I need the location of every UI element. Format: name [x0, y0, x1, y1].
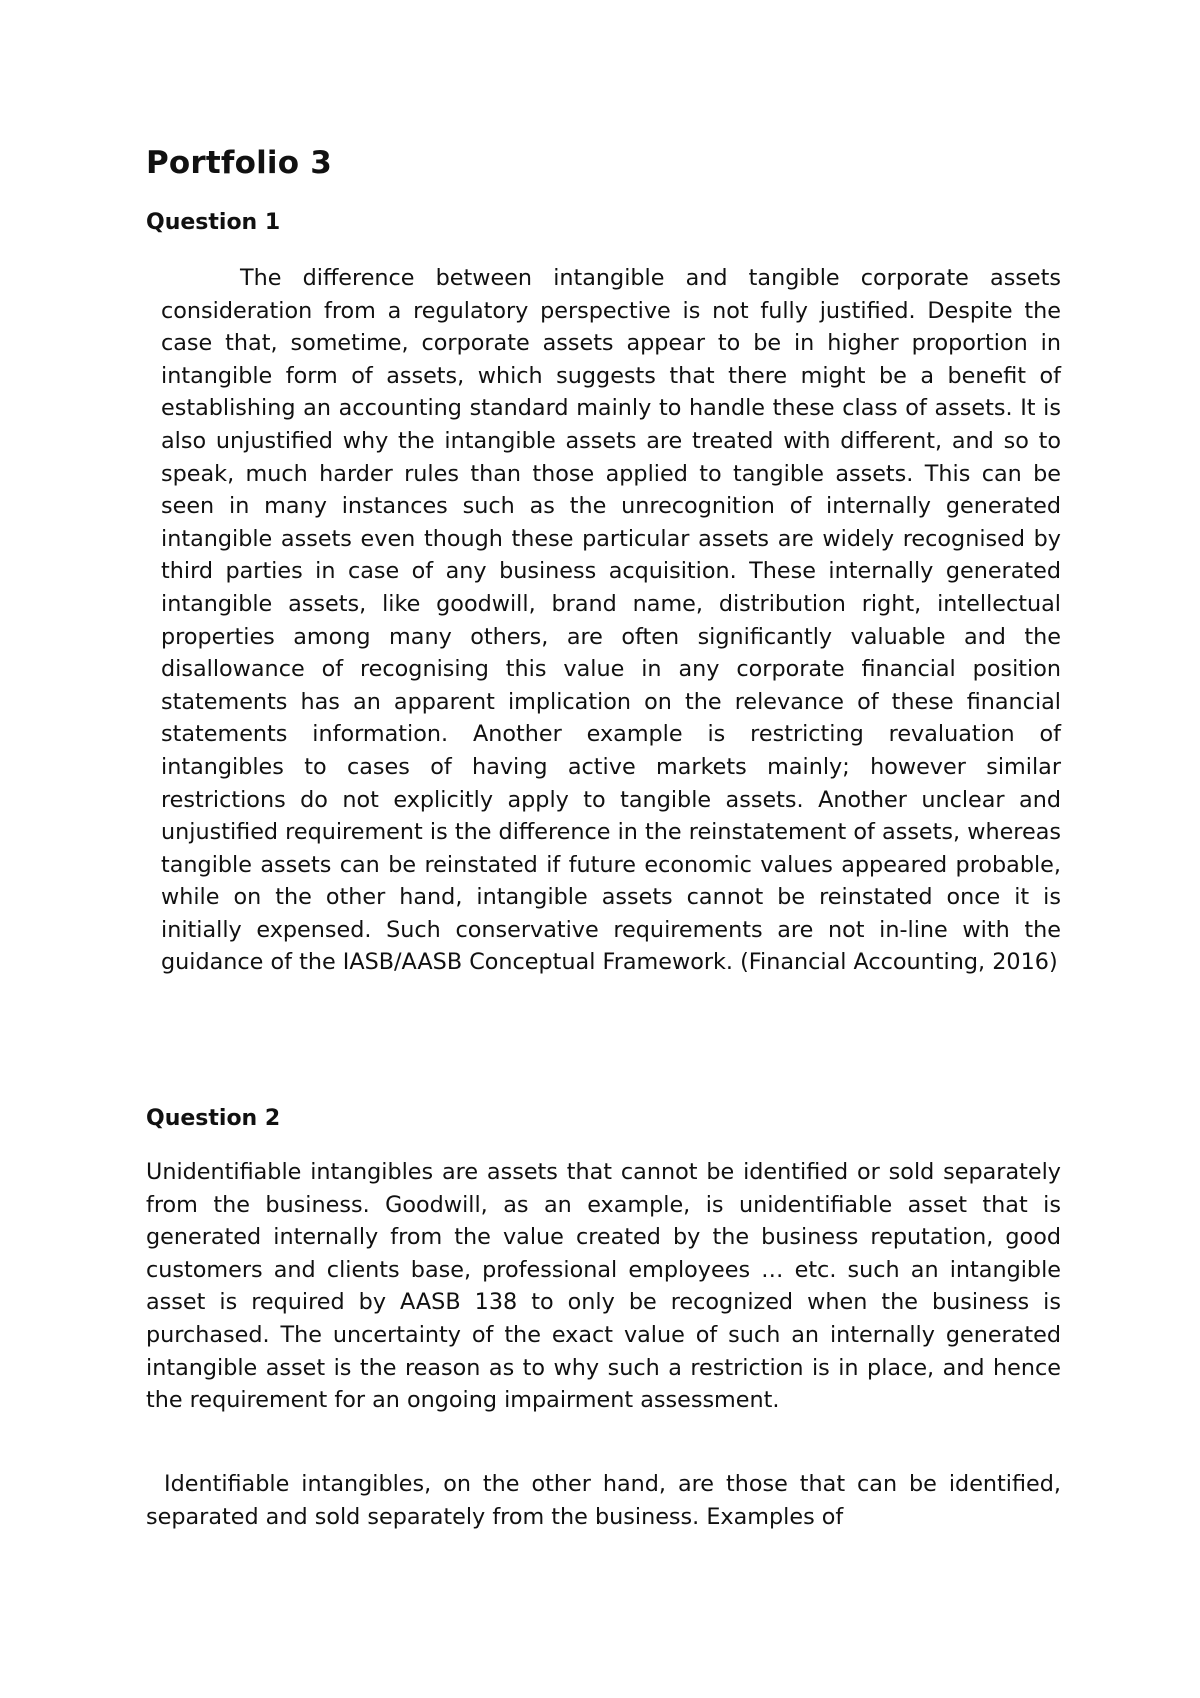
page-title: Portfolio 3	[146, 145, 333, 181]
question-2-paragraph-1: Unidentifiable intangibles are assets that cannot be identified or sold separately from the business. Goodwill, as an example, is unidentifiable asset that is generated internally from the value created by the business reputation, good customers and clients base, professional employees … etc. such an intangible asset is required by AASB 138 to only be recognized when the business is purchased. The uncertainty of the exact value of such an internally generated intangible asset is the reason as to why such a restriction is in place, and hence the requirement for an ongoing impairment assessment.	[146, 1159, 1061, 1414]
question-1-heading: Question 1	[146, 210, 281, 235]
question-1-paragraph: The difference between intangible and tangible corporate assets consideration from a regulatory perspective is not fully justified. Despite the case that, sometime, corporate assets appear to be in higher proportion in intangible form of assets, which suggests that there might be a benefit of establishing an accounting standard mainly to handle these class of assets. It is also unjustified why the intangible assets are treated with different, and so to speak, much harder rules than those applied to tangible assets. This can be seen in many instances such as the unrecognition of internally generated intangible assets even though these particular assets are widely recognised by third parties in case of any business acquisition. These internally generated intangible assets, like goodwill, brand name, distribution right, intellectual properties among many others, are often significantly valuable and the disallowance of recognising this value in any corporate financial position statements has an apparent implication on the relevance of these financial statements information. Another example is restricting revaluation of intangibles to cases of having active markets mainly; however similar restrictions do not explicitly apply to tangible assets. Another unclear and unjustified requirement is the difference in the reinstatement of assets, whereas tangible assets can be reinstated if future economic values appeared probable, while on the other hand, intangible assets cannot be reinstated once it is initially expensed. Such conservative requirements are not in-line with the guidance of the IASB/AASB Conceptual Framework. (Financial Accounting, 2016)	[161, 265, 1061, 976]
question-2-paragraph-2: Identifiable intangibles, on the other hand, are those that can be identified, separated and sold separately from the business. Examples of	[146, 1471, 1061, 1530]
question-2-heading: Question 2	[146, 1106, 281, 1131]
